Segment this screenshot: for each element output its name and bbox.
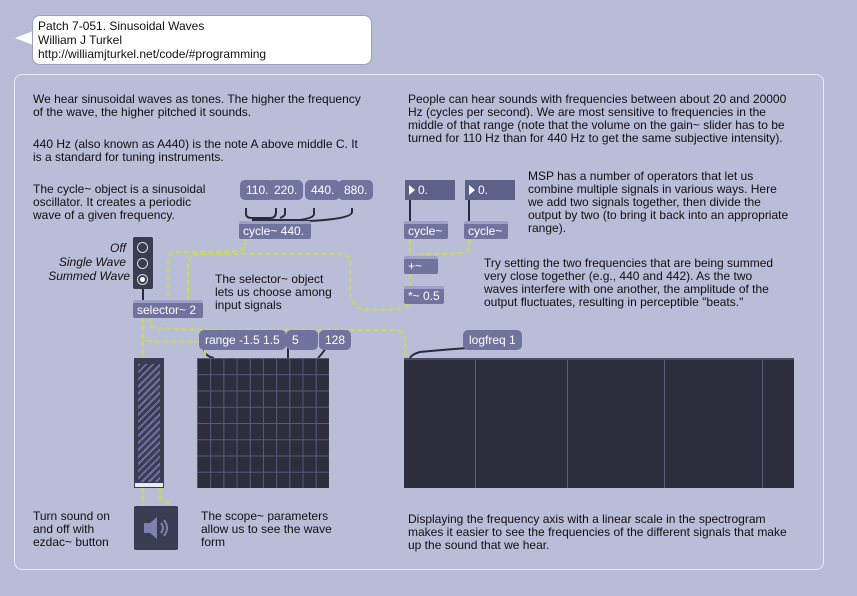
number-left-value: 0. xyxy=(418,183,429,197)
comment-operators: MSP has a number of operators that let us combine multiple signals in various ways. Here we add two signals together, then divide the output by two (to bring it back into an appropriate range). xyxy=(528,169,789,235)
comment-beats: Try setting the two frequencies that are being summed very close together (e.g., 440 and 442). As the two waves interfere with one another, the amplitude of the output fluctuates, resulting in perceptible "beats." xyxy=(484,256,774,309)
object-plus[interactable]: +~ xyxy=(404,256,438,274)
message-buffer-5[interactable]: 5 xyxy=(286,330,318,350)
message-880[interactable]: 880. xyxy=(338,180,373,200)
radio-label-single: Single Wave xyxy=(58,255,126,269)
spectro-line xyxy=(664,360,665,488)
object-cycle-left[interactable]: cycle~ xyxy=(404,221,448,239)
message-220[interactable]: 220. xyxy=(268,180,303,200)
object-cycle-right[interactable]: cycle~ xyxy=(464,221,508,239)
object-times[interactable]: *~ 0.5 xyxy=(404,286,444,304)
spectro-line xyxy=(762,360,763,488)
number-right-value: 0. xyxy=(478,183,489,197)
comment-tones: We hear sinusoidal waves as tones. The higher the frequency of the wave, the higher pitched it sounds. xyxy=(33,92,361,119)
comment-spectro: Displaying the frequency axis with a linear scale in the spectrogram makes it easier to see the frequencies of the different signals that make up the sound that we hear. xyxy=(408,512,787,552)
comment-selector: The selector~ object lets us choose among input signals xyxy=(215,272,332,312)
comment-ezdac: Turn sound on and off with ezdac~ button xyxy=(33,509,110,549)
radio-option-summed[interactable] xyxy=(137,274,148,285)
patch-url: http://williamjturkel.net/code/#programming xyxy=(38,47,267,61)
cord-110 xyxy=(246,208,276,218)
speaker-icon xyxy=(134,506,178,550)
radio-option-off[interactable] xyxy=(137,242,148,253)
object-selector[interactable]: selector~ 2 xyxy=(133,300,203,318)
spectroscope-display xyxy=(404,358,794,488)
message-logfreq[interactable]: logfreq 1 xyxy=(463,330,522,350)
patch-author: William J Turkel xyxy=(38,33,123,47)
number-box-left[interactable] xyxy=(405,180,455,200)
comment-hearing: People can hear sounds with frequencies between about 20 and 20000 Hz (cycles per second). We are most sensitive to frequencies in the middle of that range (note that the volume on the gain~ slider has to be turned for 110 Hz than for 440 Hz to get the same subjective intensity). xyxy=(408,92,787,145)
radio-option-single[interactable] xyxy=(137,258,148,269)
signal-gain-dac-r xyxy=(160,488,168,506)
gain-slider[interactable] xyxy=(134,358,164,488)
scope-display xyxy=(197,358,329,488)
object-cycle-440[interactable]: cycle~ 440. xyxy=(239,221,311,239)
comment-a440: 440 Hz (also known as A440) is the note A above middle C. It is a standard for tuning instruments. xyxy=(33,137,358,164)
radio-group[interactable] xyxy=(133,237,153,289)
spectro-line xyxy=(567,360,568,488)
comment-scope: The scope~ parameters allow us to see the wave form xyxy=(201,509,332,549)
cord-logfreq xyxy=(410,348,468,358)
radio-label-off: Off xyxy=(109,241,126,255)
message-440[interactable]: 440. xyxy=(305,180,340,200)
message-110[interactable]: 110. xyxy=(240,180,274,200)
cord-220 xyxy=(280,208,285,218)
ezdac-button[interactable] xyxy=(134,506,178,550)
signal-to-scope xyxy=(143,318,205,358)
number-triangle-icon xyxy=(409,185,415,195)
patch-title: Patch 7-051. Sinusoidal Waves xyxy=(38,19,205,33)
number-box-right[interactable] xyxy=(465,180,515,200)
gain-slider-fill xyxy=(138,364,160,482)
radio-label-summed: Summed Wave xyxy=(48,269,130,283)
message-128[interactable]: 128 xyxy=(319,330,351,350)
gain-slider-knob[interactable] xyxy=(135,483,163,487)
comment-cycle: The cycle~ object is a sinusoidal oscillator. It creates a periodic wave of a given frequency. xyxy=(33,182,206,222)
spectro-line xyxy=(475,360,476,488)
message-range[interactable]: range -1.5 1.5 xyxy=(199,330,286,350)
signal-cycleB xyxy=(420,240,469,254)
number-triangle-icon xyxy=(469,185,475,195)
